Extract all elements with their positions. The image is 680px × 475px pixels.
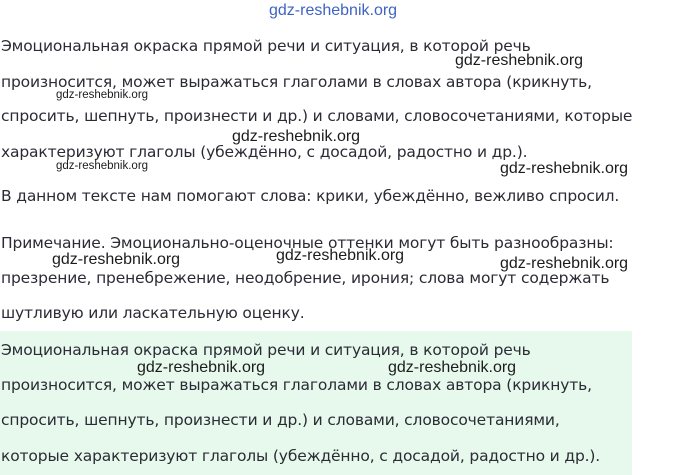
paragraph1-line: Эмоциональная окраска прямой речи и ситуация, в которой речь: [1, 37, 531, 55]
watermark: gdz-reshebnik.org: [56, 160, 149, 172]
header-watermark: gdz-reshebnik.org: [269, 2, 398, 19]
paragraph2: В данном тексте нам помогают слова: крики, убеждённо, вежливо спросил.: [1, 187, 620, 205]
watermark: gdz-reshebnik.org: [137, 359, 266, 376]
paragraph1-line: характеризуют глаголы (убеждённо, с досадой, радостно и др.).: [1, 143, 528, 161]
watermark: gdz-reshebnik.org: [388, 359, 517, 376]
watermark: gdz-reshebnik.org: [52, 251, 181, 268]
watermark: gdz-reshebnik.org: [500, 255, 629, 272]
watermark: gdz-reshebnik.org: [232, 128, 361, 145]
paragraph1-line: спросить, шепнуть, произнести и др.) и словами, словосочетаниями, которые: [1, 107, 633, 125]
highlighted-line: произносится, может выражаться глаголами в словах автора (крикнуть,: [1, 376, 592, 394]
paragraph3-line: шутливую или ласкательную оценку.: [1, 304, 305, 322]
highlighted-line: которые характеризуют глаголы (убеждённо, с досадой, радостно и др.).: [1, 447, 601, 465]
watermark: gdz-reshebnik.org: [56, 89, 149, 101]
watermark: gdz-reshebnik.org: [276, 247, 405, 264]
watermark: gdz-reshebnik.org: [455, 52, 584, 69]
paragraph1-line: произносится, может выражаться глаголами в словах автора (крикнуть,: [1, 73, 592, 91]
paragraph3-line: презрение, пренебрежение, неодобрение, ирония; слова могут содержать: [1, 269, 610, 287]
paragraph3-line: Примечание. Эмоционально-оценочные оттенки могут быть разнообразны:: [1, 234, 614, 252]
highlighted-line: Эмоциональная окраска прямой речи и ситуация, в которой речь: [1, 341, 531, 359]
highlighted-line: спросить, шепнуть, произнести и др.) и словами, словосочетаниями,: [1, 411, 560, 429]
watermark: gdz-reshebnik.org: [500, 160, 629, 177]
